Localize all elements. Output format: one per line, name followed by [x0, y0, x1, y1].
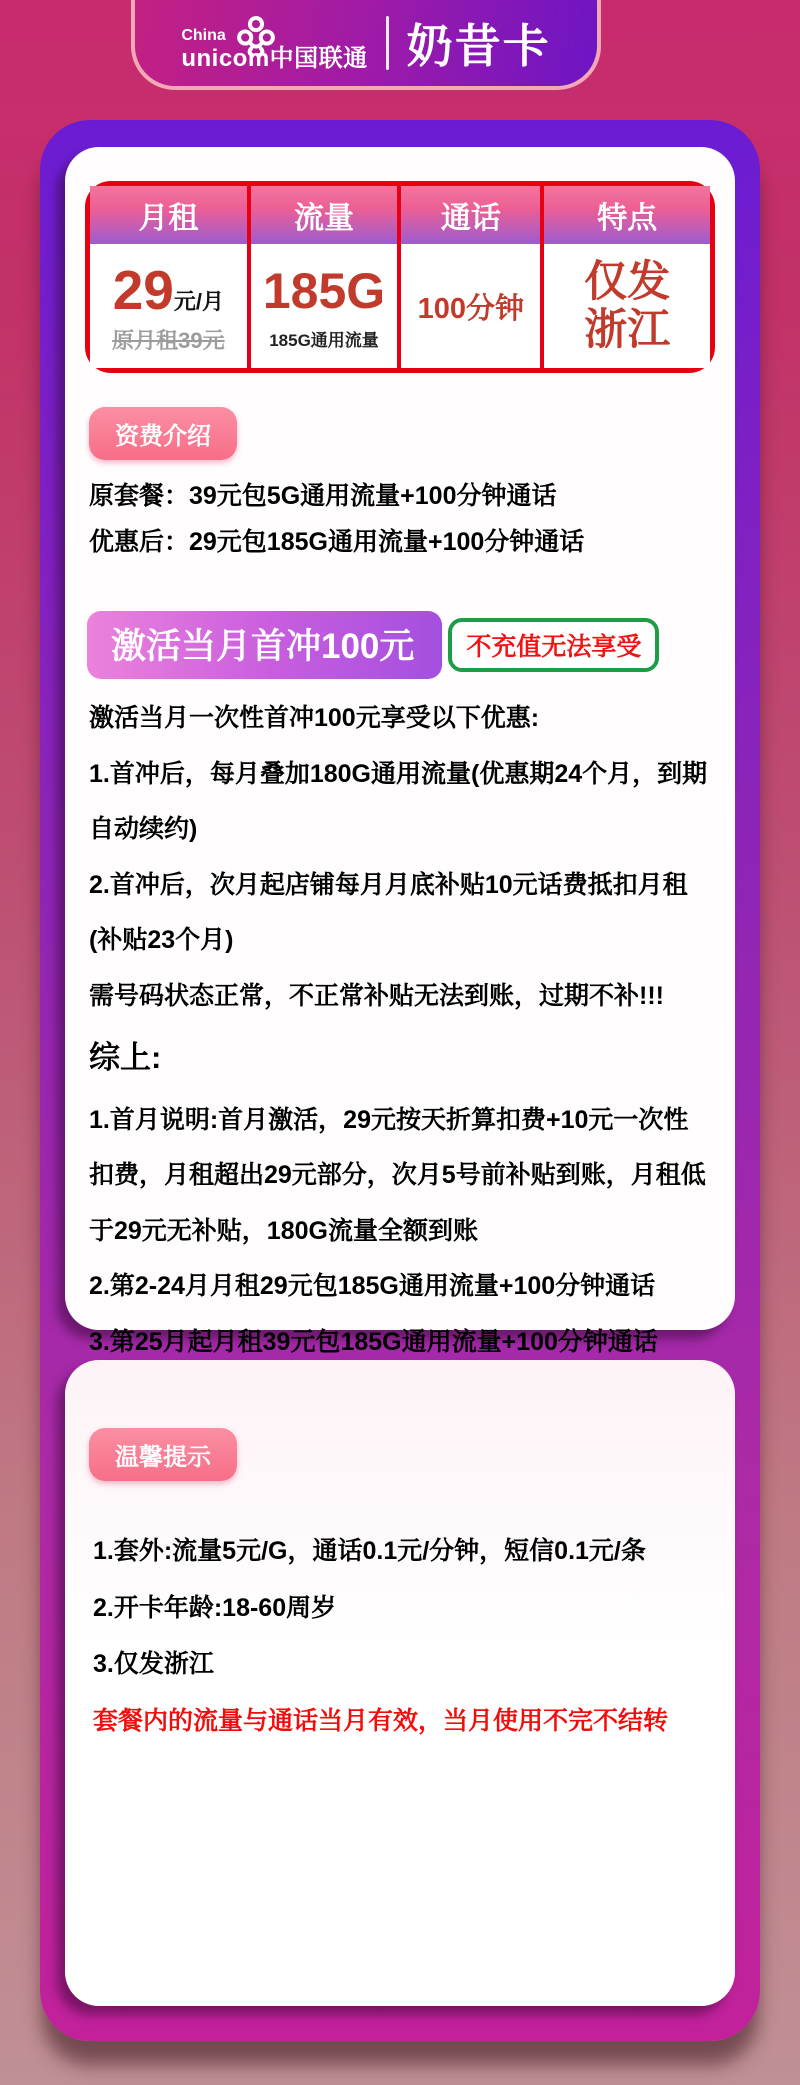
- no-recharge-warning: 不充值无法享受: [448, 618, 659, 672]
- plan-table-col-calls: [401, 186, 540, 368]
- page-title: 奶昔卡: [406, 20, 551, 72]
- benefit-item: 2.首冲后，次月起店铺每月月底补贴10元话费抵扣月租(补贴23个月): [89, 870, 688, 954]
- calls-value: 100分钟: [417, 292, 525, 325]
- monthly-fee-value: 29: [112, 258, 174, 321]
- plan-table-col-feature: [544, 186, 710, 368]
- summary-item: 3.第25月起月租39元包185G通用流量+100分钟通话: [89, 1327, 658, 1356]
- validity-warning: 套餐内的流量与通话当月有效，当月使用不完不结转: [93, 1706, 669, 1735]
- pricing-intro-badge: 资费介绍: [89, 407, 237, 460]
- tip-item: 3.仅发浙江: [93, 1650, 214, 1678]
- column-header: 月租: [90, 186, 247, 244]
- brand-header: [131, 0, 601, 90]
- plan-details-card: [65, 147, 735, 1356]
- activation-intro: 激活当月一次性首冲100元享受以下优惠:: [89, 704, 540, 732]
- plan-table: [85, 181, 715, 373]
- activation-banner: 激活当月首冲100元: [87, 611, 442, 679]
- benefit-item: 1.首冲后，每月叠加180G通用流量(优惠期24个月，到期自动续约): [89, 759, 708, 843]
- column-header: 通话: [401, 186, 540, 244]
- plan-table-col-data: [251, 186, 398, 368]
- benefit-details: [89, 691, 711, 1370]
- content-panel: [40, 120, 760, 2041]
- summary-heading: 综上:: [89, 1040, 162, 1075]
- header-divider: [386, 16, 389, 70]
- benefit-note: 需号码状态正常，不正常补贴无法到账，过期不补!!!: [89, 981, 664, 1010]
- tips-card: [65, 1360, 735, 2006]
- activation-row: [87, 611, 715, 679]
- plan-table-col-monthly-fee: [90, 186, 247, 368]
- column-header: 流量: [251, 186, 398, 244]
- data-note: 185G通用流量: [269, 330, 379, 350]
- tips-list: [93, 1523, 707, 1749]
- monthly-fee-unit: 元/月: [173, 288, 225, 314]
- pricing-lines: [89, 474, 711, 565]
- feature-value: 仅发 浙江: [584, 257, 671, 354]
- summary-item: 1.首月说明:首月激活，29元按天折算扣费+10元一次性扣费，月租超出29元部分，次月5号前补贴到账，月租低于29元无补贴，180G流量全额到账: [89, 1105, 706, 1245]
- pricing-line-discounted: 优惠后：29元包185G通用流量+100分钟通话: [89, 527, 585, 556]
- tips-badge: 温馨提示: [89, 1428, 237, 1481]
- china-unicom-logo: [181, 15, 367, 71]
- pricing-line-original: 原套餐：39元包5G通用流量+100分钟通话: [89, 482, 557, 510]
- column-header: 特点: [544, 186, 710, 244]
- tip-item: 1.套外:流量5元/G，通话0.1元/分钟，短信0.1元/条: [93, 1537, 646, 1565]
- summary-item: 2.第2-24月月租29元包185G通用流量+100分钟通话: [89, 1272, 656, 1301]
- original-fee-strikethrough: 原月租39元: [112, 327, 225, 353]
- brand-line2: unicom中国联通: [181, 45, 368, 72]
- tip-item: 2.开卡年龄:18-60周岁: [93, 1593, 337, 1622]
- data-value: 185G: [262, 262, 386, 319]
- brand-line1: China: [181, 27, 226, 44]
